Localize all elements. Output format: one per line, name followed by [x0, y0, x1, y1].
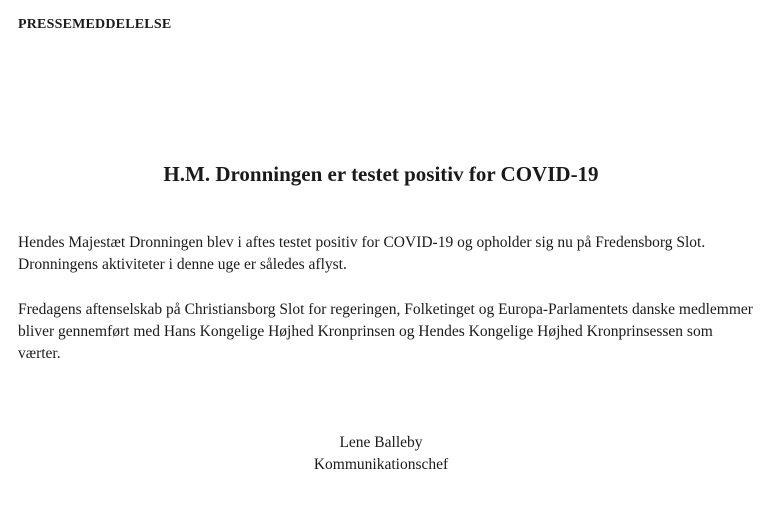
signature-name: Lene Balleby: [339, 434, 423, 451]
document-label: PRESSEMEDDELELSE: [18, 17, 172, 32]
paragraph-1: Hendes Majestæt Dronningen blev i aftes testet positiv for COVID-19 og opholder sig nu på Fredensborg Slot. Dronningens aktiviteter i denne uge er således aflyst.: [18, 234, 706, 273]
signature-block: [0, 432, 762, 476]
signature-role: Kommunikationschef: [313, 456, 449, 473]
paragraph-2: Fredagens aftenselskab på Christiansborg Slot for regeringen, Folketinget og Europa-Parlamentets danske medlemmer bliver gennemført med Hans Kongelige Højhed Kronprinsen og Hendes Kongelige Højhed Kronprinsessen som værter.: [18, 301, 753, 362]
document-title: H.M. Dronningen er testet positiv for COVID-19: [163, 162, 599, 186]
